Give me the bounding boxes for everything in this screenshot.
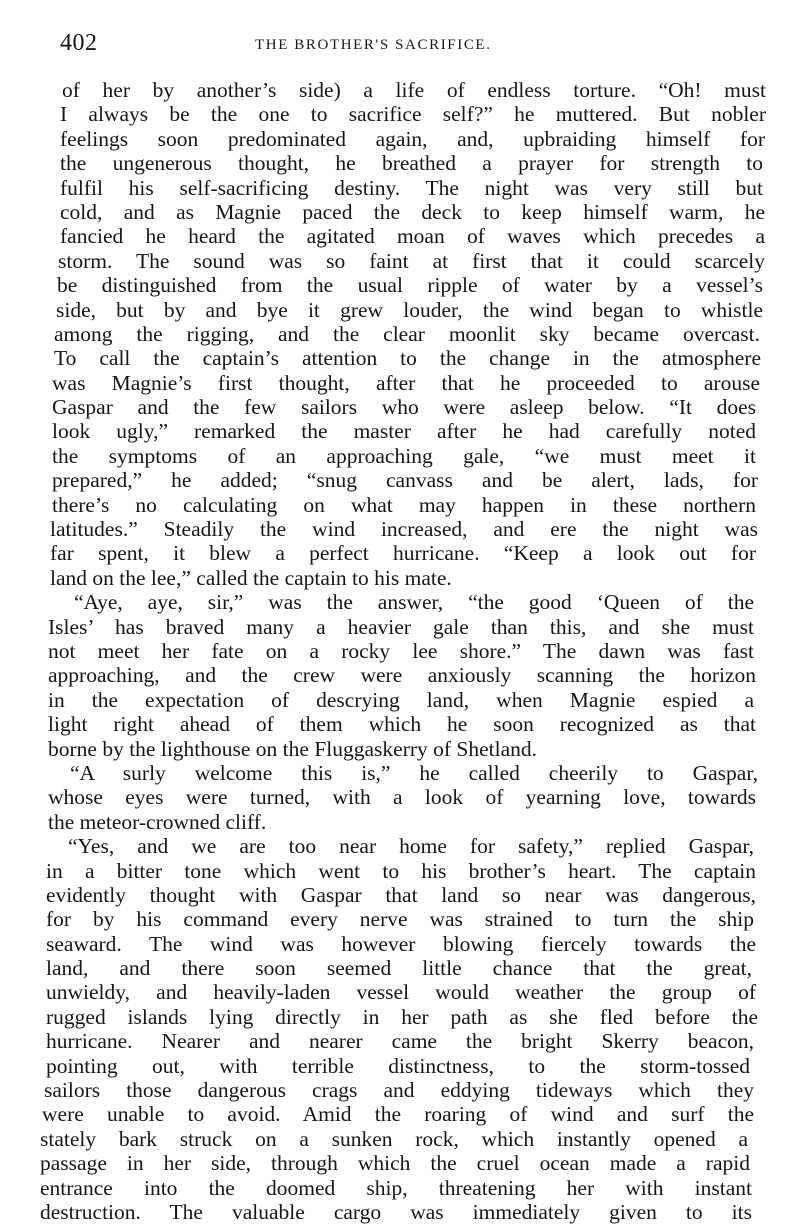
text-line: land, and there soon seemed little chance that the great, xyxy=(46,956,752,981)
page-header xyxy=(60,30,750,64)
text-line: destruction. The valuable cargo was immediately given to its xyxy=(40,1199,752,1224)
text-line: were unable to avoid. Amid the roaring of wind and surf the xyxy=(42,1102,754,1127)
running-title: THE BROTHER'S SACRIFICE. xyxy=(255,37,492,53)
page-number: 402 xyxy=(60,30,98,56)
text-line: cold, and as Magnie paced the deck to keep himself warm, he xyxy=(60,199,765,224)
text-line: land on the lee,” called the captain to his mate. xyxy=(50,565,452,590)
text-line: side, but by and bye it grew louder, the wind began to whistle xyxy=(56,297,763,322)
text-line: rugged islands lying directly in her path as she fled before the xyxy=(46,1004,758,1029)
text-line: the ungenerous thought, he breathed a prayer for strength to xyxy=(60,151,763,176)
text-line: “Yes, and we are too near home for safety,” replied Gaspar, xyxy=(68,834,754,859)
body-text xyxy=(40,78,768,1224)
text-line: seaward. The wind was however blowing fiercely towards the xyxy=(46,931,756,956)
text-line: Isles’ has braved many a heavier gale than this, and she must xyxy=(48,614,754,639)
text-line: storm. The sound was so faint at first that it could scarcely xyxy=(58,248,765,273)
text-line: fulfil his self-sacrificing destiny. The night was very still but xyxy=(60,175,763,200)
text-line: sailors those dangerous crags and eddying tideways which they xyxy=(44,1078,754,1103)
text-line: look ugly,” remarked the master after he had carefully noted xyxy=(52,419,756,444)
text-line: “A surly welcome this is,” he called cheerily to Gaspar, xyxy=(70,760,758,785)
text-line: whose eyes were turned, with a look of yearning love, towards xyxy=(48,785,756,810)
text-line: the symptoms of an approaching gale, “we must meet it xyxy=(52,443,756,468)
text-line: fancied he heard the agitated moan of waves which precedes a xyxy=(60,224,765,249)
text-line: hurricane. Nearer and nearer came the bright Skerry beacon, xyxy=(46,1029,754,1054)
text-line: not meet her fate on a rocky lee shore.” The dawn was fast xyxy=(48,638,754,663)
text-line: be distinguished from the usual ripple of water by a vessel’s xyxy=(57,273,763,298)
text-line: pointing out, with terrible distinctness, to the storm-tossed xyxy=(46,1053,750,1078)
text-line: latitudes.” Steadily the wind increased, and ere the night was xyxy=(50,517,758,542)
text-line: approaching, and the crew were anxiously scanning the horizon xyxy=(48,663,756,688)
text-line: in a bitter tone which went to his brother’s heart. The captain xyxy=(46,858,756,883)
text-line: in the expectation of descrying land, when Magnie espied a xyxy=(48,687,754,712)
text-line: “Aye, aye, sir,” was the answer, “the good ‘Queen of the xyxy=(74,590,754,615)
text-line: was Magnie’s first thought, after that he proceeded to arouse xyxy=(52,370,760,395)
text-line: stately bark struck on a sunken rock, which instantly opened a xyxy=(40,1126,748,1151)
text-line: feelings soon predominated again, and, upbraiding himself for xyxy=(60,126,765,151)
text-line: evidently thought with Gaspar that land so near was dangerous, xyxy=(46,882,756,907)
text-line: there’s no calculating on what may happen in these northern xyxy=(52,492,756,517)
text-line: among the rigging, and the clear moonlit sky became overcast. xyxy=(54,321,760,346)
text-line: the meteor-crowned cliff. xyxy=(48,809,267,834)
text-line: far spent, it blew a perfect hurricane. “Keep a look out for xyxy=(50,541,756,566)
text-line: I always be the one to sacrifice self?” he muttered. But nobler xyxy=(60,102,766,127)
text-line: entrance into the doomed ship, threatening her with instant xyxy=(40,1175,752,1200)
text-line: light right ahead of them which he soon recognized as that xyxy=(48,712,756,737)
text-line: for by his command every nerve was strained to turn the ship xyxy=(46,907,754,932)
text-line: unwieldy, and heavily-laden vessel would weather the group of xyxy=(46,980,756,1005)
text-line: of her by another’s side) a life of endless torture. “Oh! must xyxy=(62,78,766,102)
text-line: prepared,” he added; “snug canvass and be alert, lads, for xyxy=(52,468,758,493)
text-line: borne by the lighthouse on the Fluggaskerry of Shetland. xyxy=(48,736,538,761)
text-line: To call the captain’s attention to the change in the atmosphere xyxy=(54,346,761,371)
text-line: passage in her side, through which the cruel ocean made a rapid xyxy=(40,1151,750,1176)
text-line: Gaspar and the few sailors who were asleep below. “It does xyxy=(52,395,756,420)
